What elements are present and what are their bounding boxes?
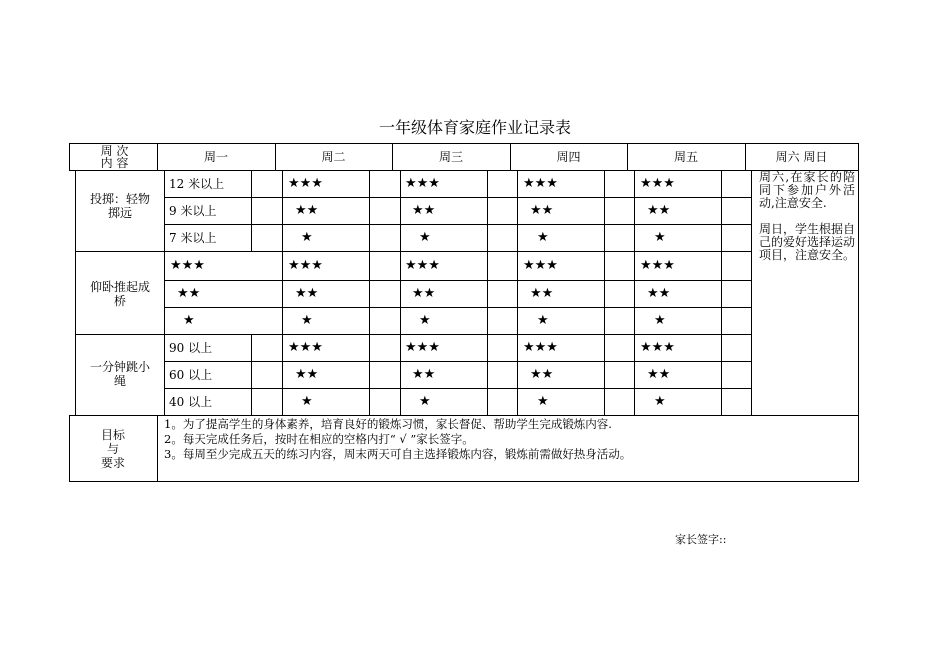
rule [487, 170, 488, 415]
star-rating: ★★★ [405, 176, 440, 191]
rule [69, 481, 859, 482]
activity-name: 仰卧推起成 [89, 280, 150, 294]
star-rating: ★ [419, 230, 431, 245]
star-rating: ★★★ [288, 258, 323, 273]
rule [164, 224, 751, 225]
star-rating: ★★★ [288, 340, 323, 355]
activity-name: 投掷：轻物 [89, 192, 150, 206]
rule [751, 170, 752, 415]
rule [164, 307, 751, 308]
star-rating: ★★★ [640, 258, 675, 273]
star-rating: ★★ [412, 367, 436, 382]
rule [157, 415, 158, 481]
activity-name: 绳 [113, 374, 126, 388]
star-rating: ★ [419, 313, 431, 328]
page-title: 一年级体育家庭作业记录表 [378, 118, 571, 137]
rule [164, 280, 751, 281]
corner-header-line2: 内 容 [100, 156, 129, 170]
star-rating: ★ [419, 394, 431, 409]
star-rating: ★★ [647, 367, 671, 382]
corner-header-line1: 周 次 [100, 144, 129, 158]
star-rating: ★ [183, 313, 195, 328]
activity-name: 掷远 [107, 206, 132, 220]
star-rating: ★★★ [170, 258, 205, 273]
star-rating: ★★ [295, 367, 319, 382]
star-rating: ★★ [530, 203, 554, 218]
rule [164, 170, 165, 415]
goal-item: 1。为了提高学生的身体素养，培育良好的锻炼习惯，家长督促、帮助学生完成锻炼内容. [164, 417, 612, 431]
rule [164, 197, 751, 198]
rule [75, 251, 751, 252]
star-rating: ★★ [647, 203, 671, 218]
star-rating: ★★★ [640, 340, 675, 355]
criterion-label: 7 米以上 [169, 231, 217, 245]
rule [69, 143, 859, 144]
parent-signature-label: 家长签字:: [675, 533, 727, 546]
rule [282, 170, 283, 415]
rule [517, 170, 518, 415]
header-day: 周一 [203, 150, 228, 164]
rule [251, 334, 252, 415]
star-rating: ★ [301, 394, 313, 409]
rule [69, 143, 70, 170]
rule [634, 170, 635, 415]
rule [164, 361, 751, 362]
star-rating: ★★ [295, 203, 319, 218]
header-day: 周四 [556, 150, 581, 164]
goals-label: 目标 [100, 428, 125, 442]
rule [858, 143, 859, 481]
star-rating: ★★★ [523, 258, 558, 273]
goals-label: 与 [106, 442, 119, 456]
rule [400, 170, 401, 415]
star-rating: ★★★ [405, 340, 440, 355]
star-rating: ★★★ [523, 176, 558, 191]
goal-item: 3。每周至少完成五天的练习内容，周末两天可自主选择锻炼内容，锻炼前需做好热身活动。 [164, 447, 632, 461]
rule [69, 170, 859, 171]
star-rating: ★★★ [288, 176, 323, 191]
criterion-label: 60 以上 [169, 368, 213, 382]
star-rating: ★★ [295, 286, 319, 301]
star-rating: ★★ [647, 286, 671, 301]
header-day: 周三 [438, 150, 463, 164]
weekend-note [759, 171, 855, 262]
star-rating: ★★★ [640, 176, 675, 191]
criterion-label: 9 米以上 [169, 204, 217, 218]
rule [721, 170, 722, 415]
star-rating: ★ [537, 230, 549, 245]
star-rating: ★★★ [523, 340, 558, 355]
star-rating: ★ [654, 313, 666, 328]
header-day: 周六 周日 [775, 150, 828, 164]
star-rating: ★ [654, 230, 666, 245]
star-rating: ★★★ [405, 258, 440, 273]
star-rating: ★ [537, 394, 549, 409]
criterion-label: 40 以上 [169, 395, 213, 409]
goals-label: 要求 [100, 456, 125, 470]
star-rating: ★ [537, 313, 549, 328]
star-rating: ★★ [412, 286, 436, 301]
star-rating: ★★ [412, 203, 436, 218]
sunday-note: 周日，学生根据自己的爱好选择运动项目，注意安全。 [759, 222, 856, 262]
star-rating: ★ [654, 394, 666, 409]
star-rating: ★★ [177, 286, 201, 301]
star-rating: ★★ [530, 286, 554, 301]
header-day: 周五 [673, 150, 698, 164]
rule [69, 415, 70, 481]
goal-item: 2。每天完成任务后，按时在相应的空格内打“ √ ”家长签字。 [164, 432, 474, 446]
star-rating: ★★ [530, 367, 554, 382]
star-rating: ★ [301, 230, 313, 245]
rule [69, 415, 859, 416]
rule [369, 170, 370, 415]
rule [164, 388, 751, 389]
star-rating: ★ [301, 313, 313, 328]
rule [251, 170, 252, 251]
saturday-note: 周六,在家长的陪同下参加户外活动,注意安全. [759, 170, 855, 210]
rule [604, 170, 605, 415]
activity-name: 一分钟跳小 [89, 360, 150, 374]
goals-list [164, 417, 631, 462]
rule [75, 334, 751, 335]
criterion-label: 90 以上 [169, 341, 213, 355]
criterion-label: 12 米以上 [169, 177, 225, 191]
activity-name: 桥 [113, 294, 126, 308]
header-day: 周二 [321, 150, 346, 164]
